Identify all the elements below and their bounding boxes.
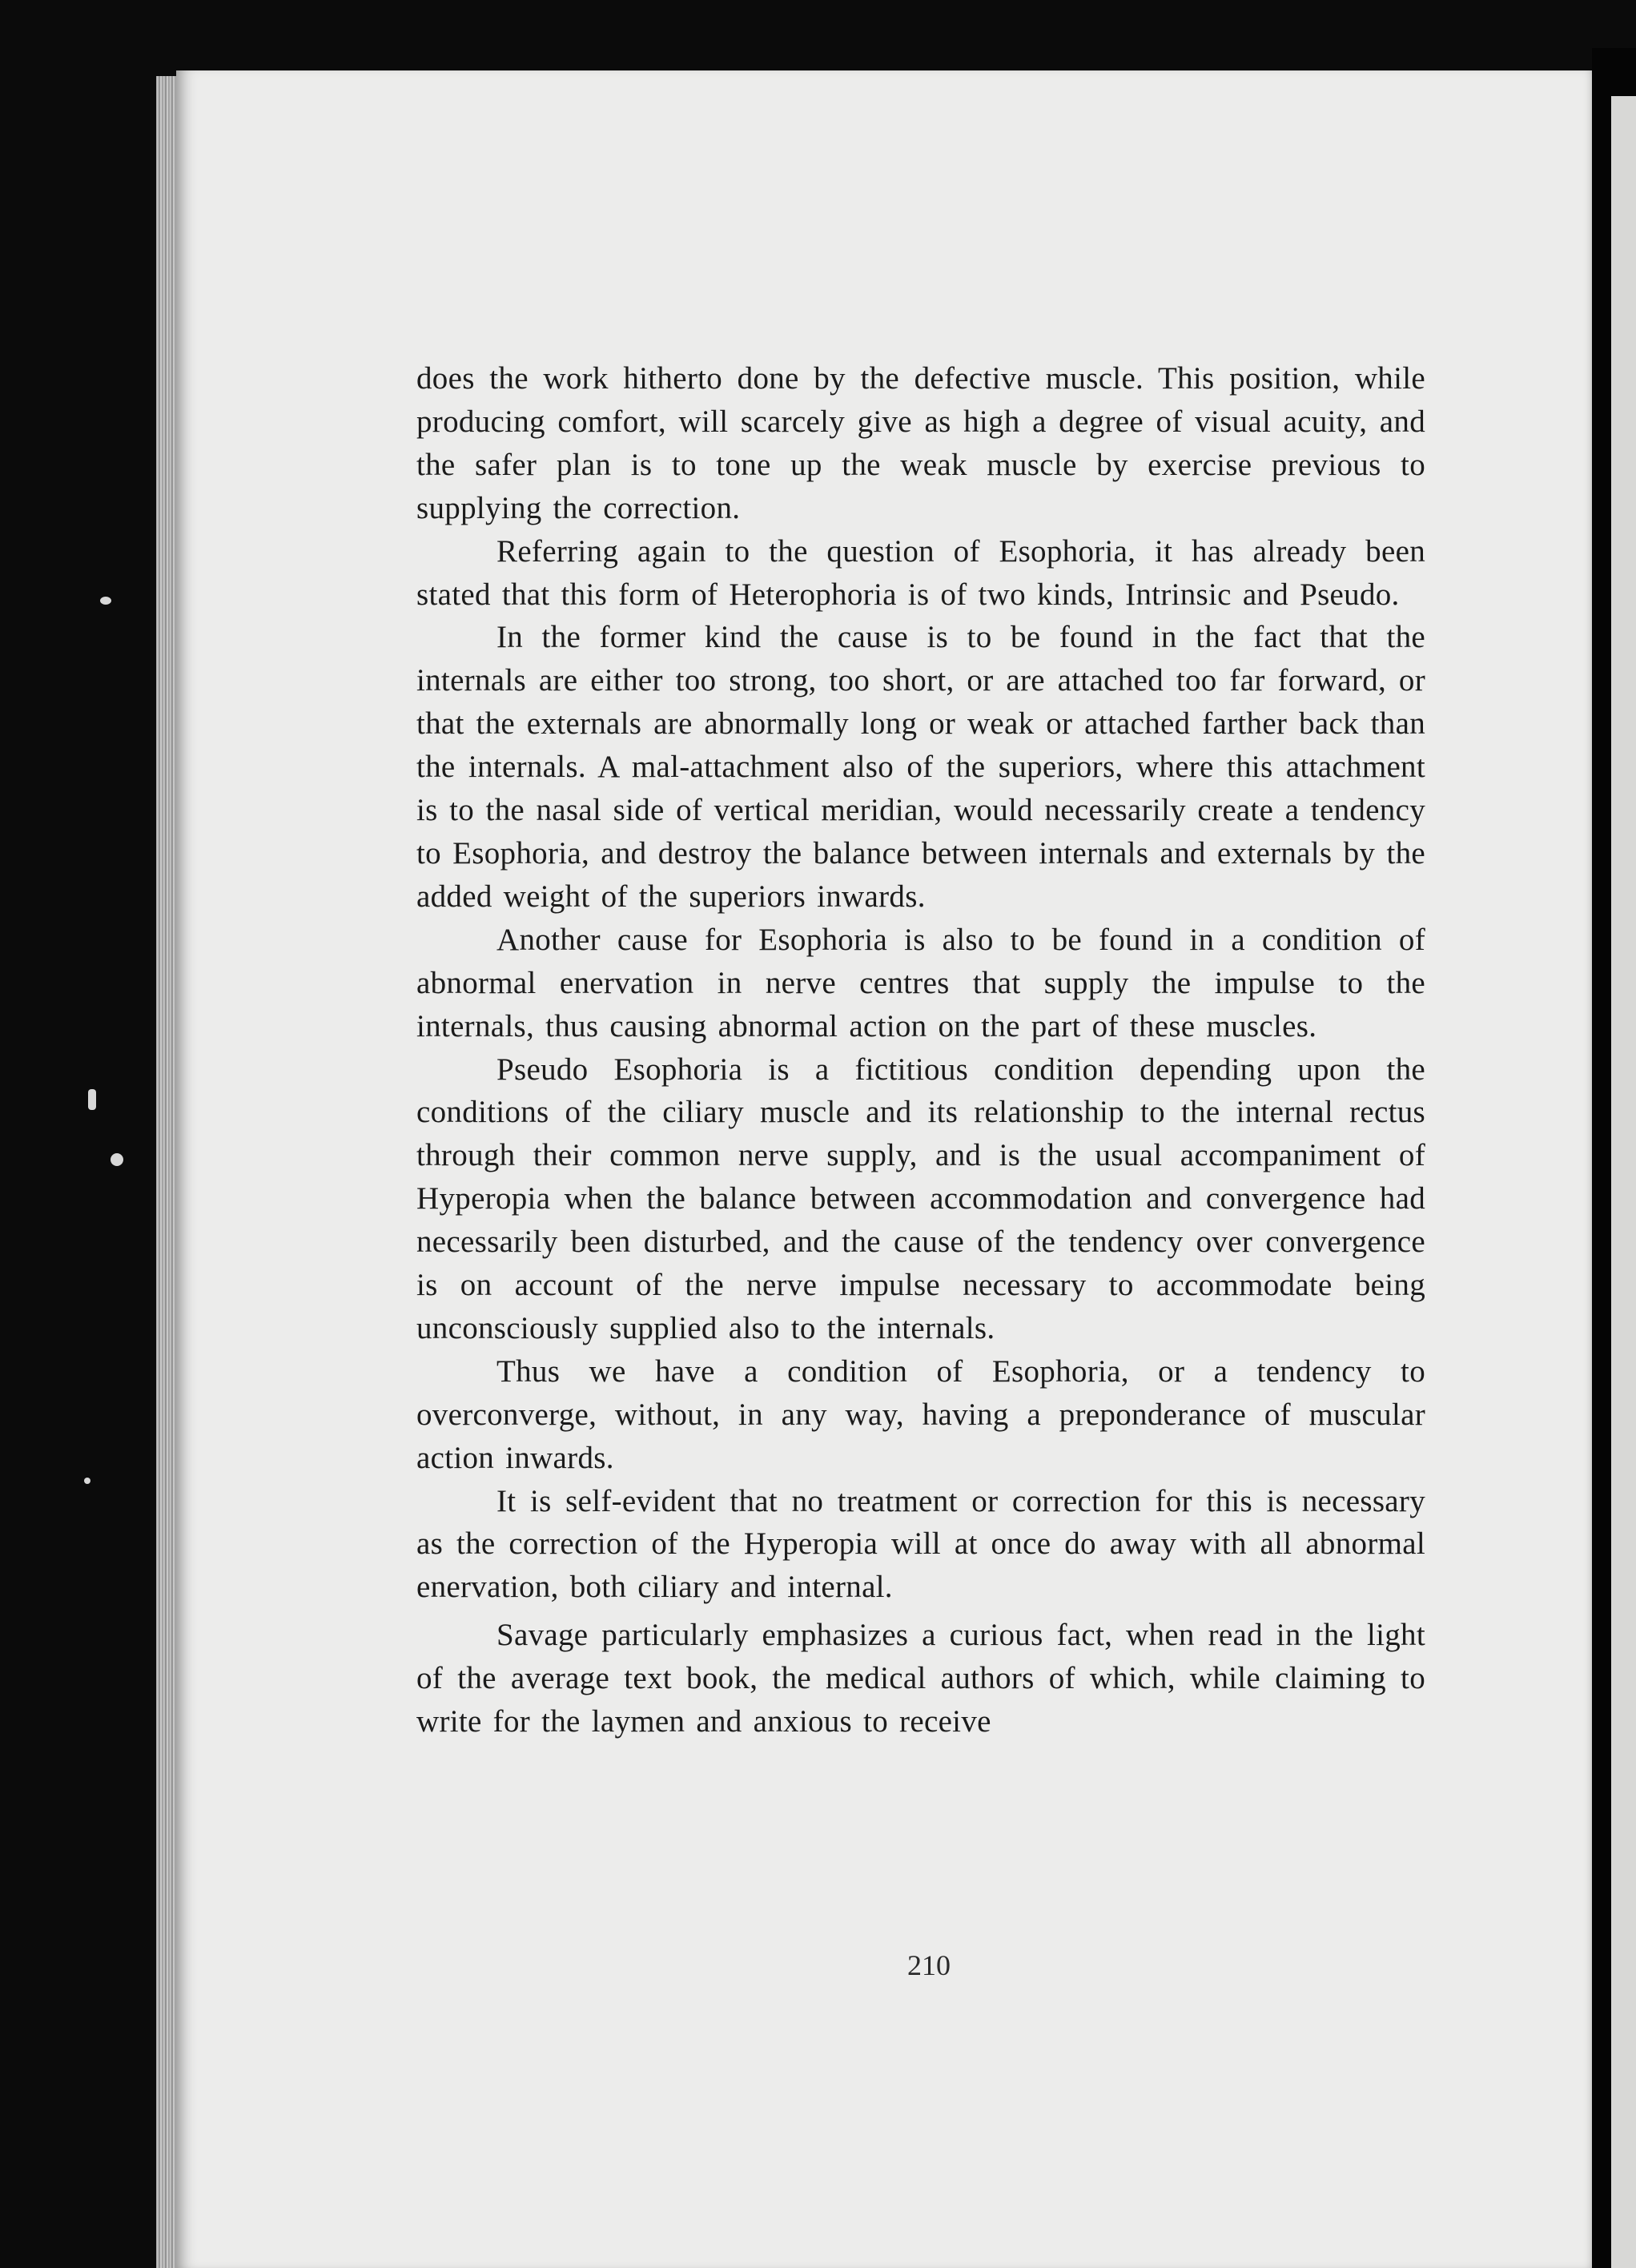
scan-speck — [84, 1478, 90, 1484]
paragraph: Savage particularly emphasizes a curious fact, when read in the light of the average text book, the medical authors of which, while claiming to write for the laymen and anxious to receive — [416, 1618, 1425, 1739]
body-text — [416, 357, 1425, 1743]
facing-page-edge — [1611, 96, 1636, 2268]
paragraph: Referring again to the question of Esophoria, it has already been stated that this form of Heterophoria is of two kinds, Intrinsic and Pseudo. — [416, 533, 1425, 612]
paragraph: In the former kind the cause is to be found in the fact that the internals are either too strong, too short, or are attached too far forward, or that the externals are abnormally long or weak or attached farther back than the internals. A mal-attachment also of the superiors, where this attachment is to the nasal side of vertical meridian, would necessarily create a tendency to Esophoria, and destroy the balance between internals and externals by the added weight of the superiors inwards. — [416, 620, 1425, 914]
page-number: 210 — [907, 1949, 951, 1981]
paragraph: It is self-evident that no treatment or correction for this is necessary as the correction of the Hyperopia will at once do away with all abnormal enervation, both ciliary and internal. — [416, 1483, 1425, 1605]
paragraph: Pseudo Esophoria is a fictitious condition depending upon the conditions of the ciliary muscle and its relationship to the internal rectus through their common nerve supply, and is the usual accompaniment of Hyperopia when the balance between accommodation and convergence had necessarily been disturbed, and the cause of the tendency over convergence is on account of the nerve impulse necessary to accommodate being unconsciously supplied also to the internals. — [416, 1052, 1425, 1345]
paragraph: Thus we have a condition of Esophoria, or a tendency to overconverge, without, in any way, having a preponderance of muscular action inwards. — [416, 1353, 1425, 1475]
paragraph: Another cause for Esophoria is also to be found in a condition of abnormal enervation in nerve centres that supply the impulse to the internals, thus causing abnormal action on the part of these muscles. — [416, 922, 1425, 1044]
scan-speck — [88, 1089, 96, 1110]
scan-speck — [111, 1153, 123, 1166]
scan-speck — [100, 597, 111, 605]
paragraph: does the work hitherto done by the defective muscle. This position, while producing comfort, will scarcely give as high a degree of visual acuity, and the safer plan is to tone up the weak muscle by exercise previous to supplying the correction. — [416, 361, 1425, 525]
